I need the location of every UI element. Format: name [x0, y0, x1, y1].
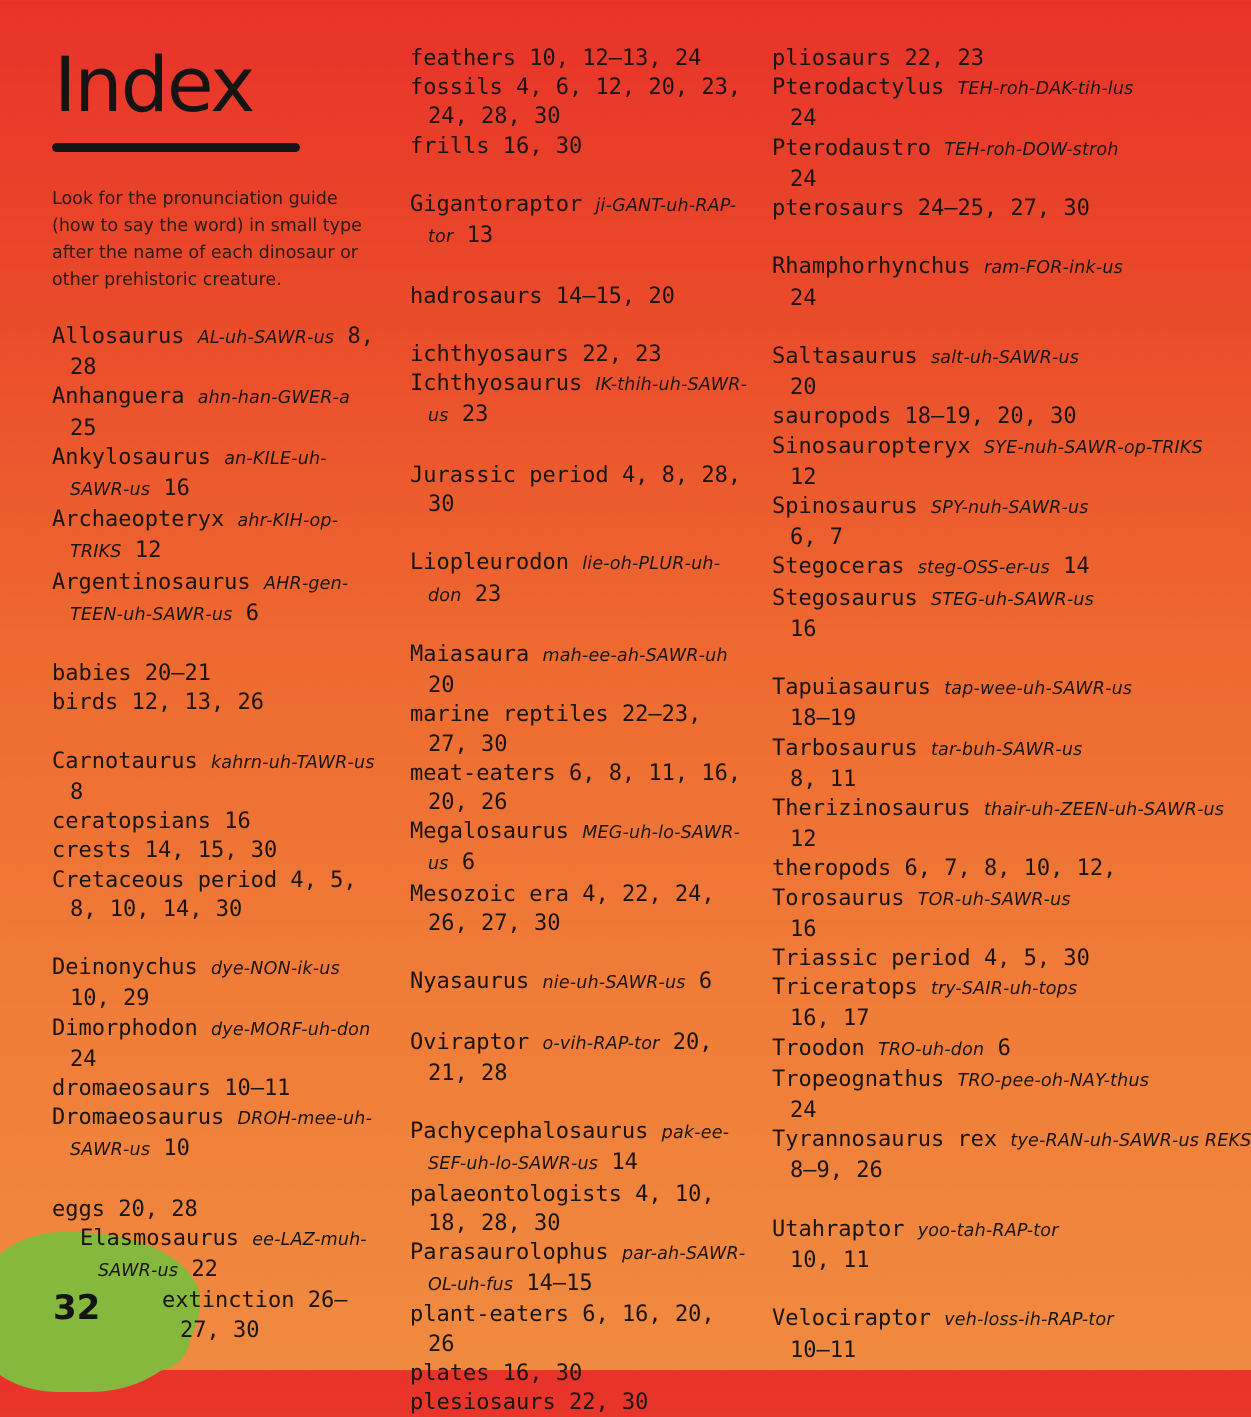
index-entry: ceratopsians 16: [52, 809, 251, 835]
index-entry: Saltasaurus salt-uh-SAWR-us 20: [772, 344, 1080, 401]
pronunciation-note: Look for the pronunciation guide (how to say the word) in small type after the name of each dinosaur or other prehistoric creature.: [52, 189, 362, 290]
index-entry: frills 16, 30: [410, 133, 583, 159]
index-entry: Dimorphodon dye-MORF-uh-don 24: [52, 1015, 371, 1072]
index-entry: Oviraptor o-vih-RAP-tor 20, 21, 28: [410, 1029, 713, 1086]
page-number: 32: [53, 1288, 101, 1328]
index-entry: Tropeognathus TRO-pee-oh-NAY-thus 24: [772, 1066, 1150, 1124]
index-entry: Ankylosaurus an-KILE-uh-SAWR-us 16: [52, 444, 327, 502]
index-entry: Pterodactylus TEH-roh-DAK-tih-lus 24: [772, 75, 1134, 132]
index-entry: Pachycephalosaurus pak-ee-SEF-uh-lo-SAWR-us 14: [410, 1119, 730, 1176]
title-underline: [52, 143, 300, 152]
index-entry: crests 14, 15, 30: [52, 838, 278, 864]
index-entry: Stegoceras steg-OSS-er-us 14: [772, 554, 1090, 580]
index-entry: Anhanguera ahn-han-GWER-a 25: [52, 384, 351, 441]
index-entry: Cretaceous period 4, 5, 8, 10, 14, 30: [52, 867, 357, 922]
index-entry: meat-eaters 6, 8, 11, 16, 20, 26: [410, 760, 742, 815]
index-entry: Rhamphorhynchus ram-FOR-ink-us 24: [772, 254, 1123, 311]
index-entry: Mesozoic era 4, 22, 24, 26, 27, 30: [410, 881, 715, 936]
index-entry: Tapuiasaurus tap-wee-uh-SAWR-us 18–19: [772, 675, 1133, 732]
index-entry: Tarbosaurus tar-buh-SAWR-us 8, 11: [772, 735, 1083, 792]
index-entry: Dromaeosaurus DROH-mee-uh-SAWR-us 10: [52, 1105, 373, 1162]
index-entry: hadrosaurs 14–15, 20: [410, 283, 675, 309]
index-entry: Ichthyosaurus IK-thih-uh-SAWR-us 23: [410, 371, 748, 428]
index-entry: plant-eaters 6, 16, 20, 26: [410, 1302, 715, 1357]
index-entry: dromaeosaurs 10–11: [52, 1076, 291, 1102]
index-entry: plates 16, 30: [410, 1360, 583, 1386]
index-entry: Nyasaurus nie-uh-SAWR-us 6: [410, 969, 713, 995]
index-entry: Maiasaura mah-ee-ah-SAWR-uh 20: [410, 641, 728, 699]
index-entry: palaeontologists 4, 10, 18, 28, 30: [410, 1181, 715, 1236]
index-entry: Parasaurolophus par-ah-SAWR-OL-uh-fus 14–15: [410, 1239, 746, 1297]
index-entry: Jurassic period 4, 8, 28, 30: [410, 462, 742, 517]
index-entry: Triassic period 4, 5, 30: [772, 946, 1090, 972]
index-entry: eggs 20, 28: [52, 1196, 198, 1222]
index-entry: Utahraptor yoo-tah-RAP-tor 10, 11: [772, 1216, 1059, 1274]
index-entry: theropods 6, 7, 8, 10, 12,: [772, 856, 1117, 882]
index-entry: extinction 26–27, 30: [162, 1288, 348, 1343]
index-entry: Therizinosaurus thair-uh-ZEEN-uh-SAWR-us 12: [772, 796, 1225, 853]
index-entry: sauropods 18–19, 20, 30: [772, 404, 1077, 430]
index-entry: Archaeopteryx ahr-KIH-op-TRIKS 12: [52, 507, 339, 564]
index-entry: Stegosaurus STEG-uh-SAWR-us 16: [772, 585, 1094, 642]
index-entry: Troodon TRO-uh-don 6: [772, 1035, 1011, 1061]
index-entry: Spinosaurus SPY-nuh-SAWR-us 6, 7: [772, 494, 1089, 551]
index-entry: babies 20–21: [52, 661, 211, 687]
index-entry: Triceratops try-SAIR-uh-tops 16, 17: [772, 975, 1078, 1032]
page-title: Index: [54, 40, 254, 129]
index-entry: Pterodaustro TEH-roh-DOW-stroh 24: [772, 135, 1119, 192]
index-entry: Argentinosaurus AHR-gen-TEEN-uh-SAWR-us 6: [52, 569, 349, 626]
index-column-3: [772, 44, 1251, 1365]
index-entry: plesiosaurs 22, 30: [410, 1390, 649, 1415]
index-column-1: [52, 322, 382, 1345]
index-entry: Tyrannosaurus rex tye-RAN-uh-SAWR-us REKS 8–9, 26: [772, 1127, 1251, 1184]
index-entry: fossils 4, 6, 12, 20, 23, 24, 28, 30: [410, 75, 742, 130]
index-entry: Torosaurus TOR-uh-SAWR-us 16: [772, 885, 1071, 942]
index-entry: Deinonychus dye-NON-ik-us 10, 29: [52, 955, 340, 1012]
index-entry: pliosaurs 22, 23: [772, 46, 984, 71]
index-entry: Megalosaurus MEG-uh-lo-SAWR-us 6: [410, 819, 741, 876]
index-column-2: [410, 44, 750, 1417]
index-entry: Liopleurodon lie-oh-PLUR-uh-don 23: [410, 550, 721, 607]
index-entry: feathers 10, 12–13, 24: [410, 46, 702, 71]
index-entry: Carnotaurus kahrn-uh-TAWR-us 8: [52, 748, 375, 806]
index-entry: Sinosauropteryx SYE-nuh-SAWR-op-TRIKS 12: [772, 433, 1203, 490]
index-entry: marine reptiles 22–23, 27, 30: [410, 702, 702, 757]
index-entry: Allosaurus AL-uh-SAWR-us 8, 28: [52, 324, 374, 381]
index-entry: birds 12, 13, 26: [52, 690, 264, 716]
index-entry: pterosaurs 24–25, 27, 30: [772, 196, 1090, 222]
index-entry: Elasmosaurus ee-LAZ-muh-SAWR-us 22: [80, 1226, 367, 1283]
index-entry: Gigantoraptor ji-GANT-uh-RAP-tor 13: [410, 192, 737, 249]
index-entry: Velociraptor veh-loss-ih-RAP-tor 10–11: [772, 1306, 1114, 1363]
index-entry: ichthyosaurs 22, 23: [410, 341, 662, 367]
